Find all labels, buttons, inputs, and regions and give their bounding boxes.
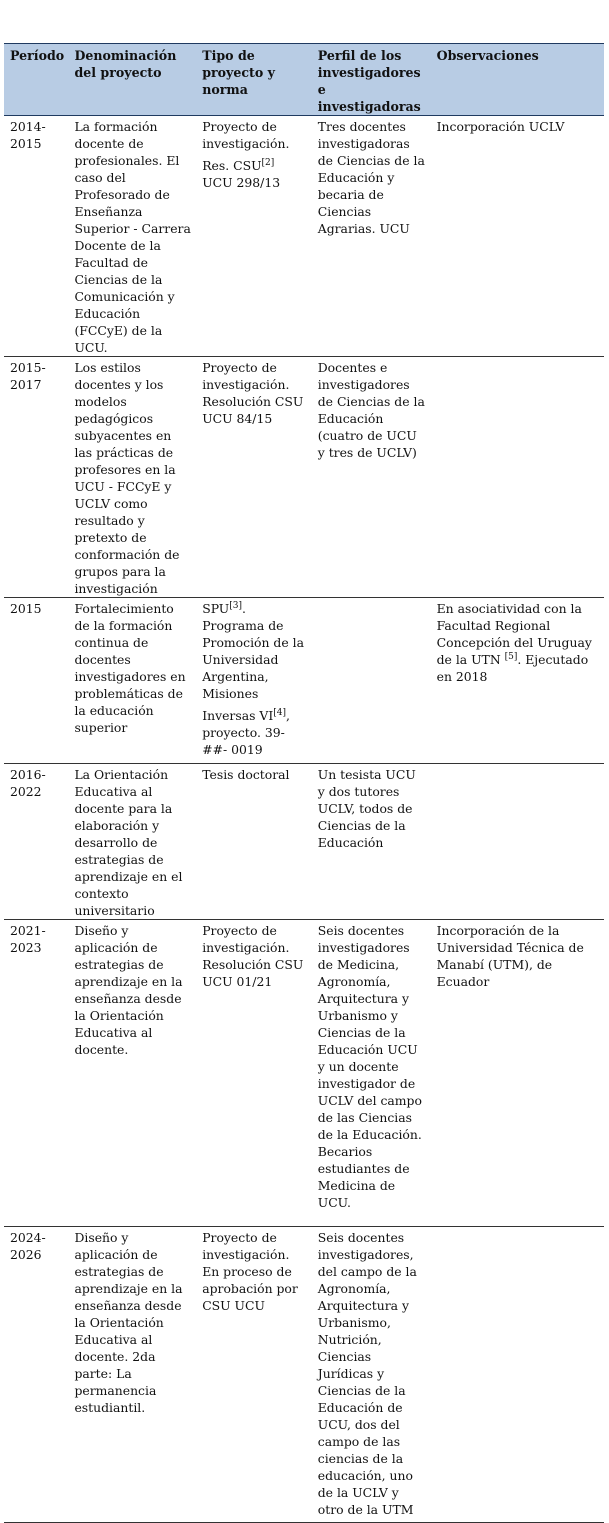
cell-observaciones-text: En asociatividad con la Facultad Regional Concepción del Uruguay de la UTN [436, 601, 592, 667]
cell-tipo-text: Res. CSU [202, 158, 262, 173]
cell-tipo-line: Proyecto de investigación. [202, 119, 290, 151]
table-row [4, 1227, 604, 1523]
cell-tipo-text: Inversas VI [202, 708, 274, 723]
footnote-ref: [3] [229, 600, 243, 611]
cell-periodo: 2016-2022 [4, 764, 68, 920]
cell-perfil: Docentes e investigadores de Ciencias de la Educación (cuatro de UCU y tres de UCLV) [312, 357, 431, 598]
table-body [4, 116, 604, 1523]
cell-tipo: Proyecto de investigación. Resolución CSU UCU 84/15 [196, 357, 312, 598]
cell-tipo [196, 598, 312, 764]
header-perfil: Perfil de los investigadores e investigadoras [312, 44, 431, 116]
cell-tipo-line [202, 157, 308, 191]
header-observaciones: Observaciones [431, 44, 604, 116]
cell-perfil: Tres docentes investigadoras de Ciencias de la Educación y becaria de Ciencias Agrarias. UCU [312, 116, 431, 357]
projects-table [4, 43, 604, 1523]
cell-perfil: Seis docentes investigadores de Medicina, Agronomía, Arquitectura y Urbanismo y Ciencias de la Educación UCU y un docente investigador de UCLV del campo de las Ciencias de la Educación. Becarios estudiantes de Medicina de UCU. [312, 920, 431, 1227]
cell-tipo [196, 116, 312, 357]
table-row [4, 357, 604, 598]
cell-tipo: Proyecto de investigación. Resolución CSU UCU 01/21 [196, 920, 312, 1227]
cell-denominacion: Fortalecimiento de la formación continua de docentes investigadores en problemáticas de la educación superior [68, 598, 196, 764]
cell-tipo-line [202, 600, 308, 702]
cell-periodo: 2024-2026 [4, 1227, 68, 1523]
cell-tipo-text: SPU [202, 601, 230, 616]
cell-denominacion: Diseño y aplicación de estrategias de aprendizaje en la enseñanza desde la Orientación Educativa al docente. [68, 920, 196, 1227]
cell-periodo: 2021-2023 [4, 920, 68, 1227]
cell-perfil: Seis docentes investigadores, del campo de la Agronomía, Arquitectura y Urbanismo, Nutrición, Ciencias Jurídicas y Ciencias de la Educación de UCU, dos del campo de las ciencias de la educación, uno de la UCLV y otro de la UTM [312, 1227, 431, 1523]
table-row [4, 116, 604, 357]
cell-denominacion: Los estilos docentes y los modelos pedagógicos subyacentes en las prácticas de profesores en la UCU - FCCyE y UCLV como resultado y pretexto de conformación de grupos para la investigación [68, 357, 196, 598]
cell-observaciones [431, 357, 604, 598]
cell-denominacion: La formación docente de profesionales. El caso del Profesorado de Enseñanza Superior - Carrera Docente de la Facultad de Ciencias de la Comunicación y Educación (FCCyE) de la UCU. [68, 116, 196, 357]
cell-tipo-line [202, 707, 308, 758]
header-periodo: Período [4, 44, 68, 116]
cell-perfil: Un tesista UCU y dos tutores UCLV, todos de Ciencias de la Educación [312, 764, 431, 920]
cell-tipo-text: . Programa de Promoción de la Universidad Argentina, Misiones [202, 601, 304, 701]
header-denominacion: Denominación del proyecto [68, 44, 196, 116]
cell-denominacion: La Orientación Educativa al docente para la elaboración y desarrollo de estrategias de aprendizaje en el contexto universitario [68, 764, 196, 920]
cell-denominacion: Diseño y aplicación de estrategias de aprendizaje en la enseñanza desde la Orientación Educativa al docente. 2da parte: La permanencia estudiantil. [68, 1227, 196, 1523]
cell-periodo: 2015 [4, 598, 68, 764]
header-tipo: Tipo de proyecto y norma [196, 44, 312, 116]
cell-observaciones [431, 598, 604, 764]
cell-tipo: Proyecto de investigación. En proceso de aprobación por CSU UCU [196, 1227, 312, 1523]
cell-tipo-text: , proyecto. 39-##- 0019 [202, 708, 290, 757]
cell-periodo: 2015-2017 [4, 357, 68, 598]
cell-perfil [312, 598, 431, 764]
cell-observaciones-text: . Ejecutado en 2018 [436, 652, 589, 684]
cell-tipo: Tesis doctoral [196, 764, 312, 920]
cell-observaciones [431, 1227, 604, 1523]
table-row [4, 920, 604, 1227]
cell-tipo-text: UCU 298/13 [202, 175, 281, 190]
footnote-ref: [5] [504, 651, 518, 662]
header-row [4, 44, 604, 116]
table-row [4, 598, 604, 764]
table-row [4, 764, 604, 920]
table-header [4, 44, 604, 116]
cell-periodo: 2014-2015 [4, 116, 68, 357]
footnote-ref: [2] [261, 157, 275, 168]
cell-observaciones: Incorporación de la Universidad Técnica de Manabí (UTM), de Ecuador [431, 920, 604, 1227]
cell-observaciones [431, 764, 604, 920]
footnote-ref: [4] [273, 707, 286, 718]
cell-observaciones: Incorporación UCLV [431, 116, 604, 357]
